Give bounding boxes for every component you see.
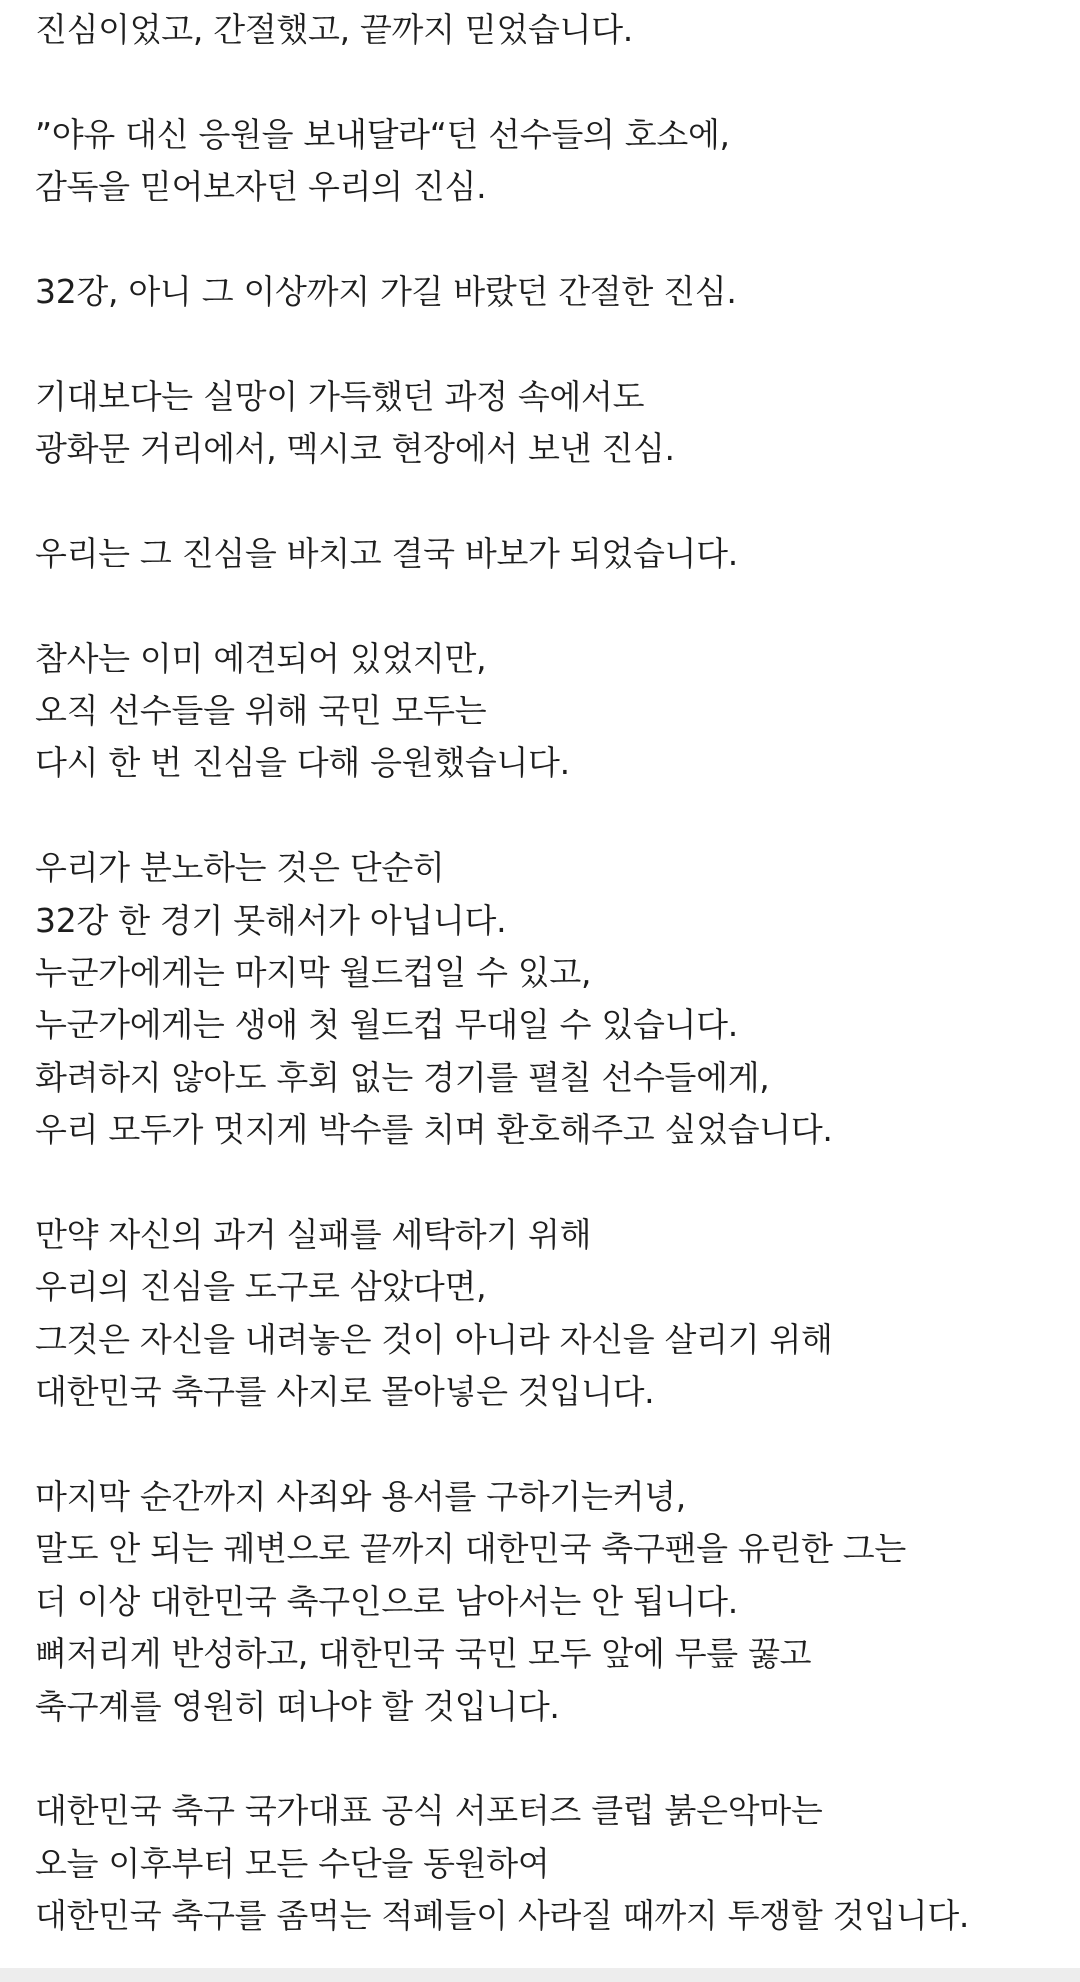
paragraph	[35, 266, 1065, 318]
text-line: 더 이상 대한민국 축구인으로 남아서는 안 됩니다.	[35, 1581, 738, 1621]
text-line: 감독을 믿어보자던 우리의 진심.	[35, 167, 487, 207]
text-line: 말도 안 되는 궤변으로 끝까지 대한민국 축구팬을 유린한 그는	[35, 1529, 906, 1569]
text-line: 오늘 이후부터 모든 수단을 동원하여	[35, 1843, 550, 1883]
text-line: 다시 한 번 진심을 다해 응원했습니다.	[35, 743, 570, 783]
statement-document	[35, 4, 1065, 1942]
paragraph	[35, 528, 1065, 580]
paragraph	[35, 842, 1065, 1156]
paragraph-gap	[35, 580, 1065, 632]
text-line: 대한민국 축구 국가대표 공식 서포터즈 클럽 붉은악마는	[35, 1791, 823, 1831]
paragraph	[35, 109, 1065, 214]
paragraph	[35, 4, 1065, 56]
paragraph	[35, 1209, 1065, 1419]
text-line: 누군가에게는 생애 첫 월드컵 무대일 수 있습니다.	[35, 1005, 738, 1045]
paragraph	[35, 1785, 1065, 1942]
paragraph-gap	[35, 1733, 1065, 1785]
text-line: 32강, 아니 그 이상까지 가길 바랐던 간절한 진심.	[35, 271, 737, 311]
text-line: 대한민국 축구를 좀먹는 적폐들이 사라질 때까지 투쟁할 것입니다.	[35, 1896, 970, 1936]
text-line: 우리의 진심을 도구로 삼았다면,	[35, 1267, 487, 1307]
text-line: 진심이었고, 간절했고, 끝까지 믿었습니다.	[35, 10, 633, 49]
text-line: 뼈저리게 반성하고, 대한민국 국민 모두 앞에 무릎 꿇고	[35, 1634, 812, 1674]
paragraph-gap	[35, 214, 1065, 266]
text-line: 마지막 순간까지 사죄와 용서를 구하기는커녕,	[35, 1476, 686, 1516]
text-line: 누군가에게는 마지막 월드컵일 수 있고,	[35, 953, 592, 993]
text-line: 만약 자신의 과거 실패를 세탁하기 위해	[35, 1214, 592, 1254]
paragraph	[35, 633, 1065, 790]
text-line: 오직 선수들을 위해 국민 모두는	[35, 691, 487, 731]
text-line: 대한민국 축구를 사지로 몰아넣은 것입니다.	[35, 1372, 655, 1412]
paragraph-gap	[35, 476, 1065, 528]
paragraph-gap	[35, 318, 1065, 370]
text-line: 우리 모두가 멋지게 박수를 치며 환호해주고 싶었습니다.	[35, 1110, 833, 1150]
text-line: 우리가 분노하는 것은 단순히	[35, 848, 445, 888]
text-line: ”야유 대신 응원을 보내달라“던 선수들의 호소에,	[35, 114, 730, 154]
text-line: 축구계를 영원히 떠나야 할 것입니다.	[35, 1686, 560, 1726]
bottom-divider	[0, 1968, 1080, 1982]
text-line: 그것은 자신을 내려놓은 것이 아니라 자신을 살리기 위해	[35, 1319, 833, 1359]
text-line: 참사는 이미 예견되어 있었지만,	[35, 638, 487, 678]
paragraph-gap	[35, 1157, 1065, 1209]
text-line: 32강 한 경기 못해서가 아닙니다.	[35, 900, 507, 940]
text-line: 기대보다는 실망이 가득했던 과정 속에서도	[35, 376, 645, 416]
text-line: 광화문 거리에서, 멕시코 현장에서 보낸 진심.	[35, 429, 675, 469]
text-line: 우리는 그 진심을 바치고 결국 바보가 되었습니다.	[35, 533, 738, 573]
paragraph-gap	[35, 1419, 1065, 1471]
paragraph	[35, 1471, 1065, 1733]
text-line: 화려하지 않아도 후회 없는 경기를 펼칠 선수들에게,	[35, 1057, 770, 1097]
paragraph-gap	[35, 790, 1065, 842]
paragraph-gap	[35, 56, 1065, 108]
paragraph	[35, 371, 1065, 476]
